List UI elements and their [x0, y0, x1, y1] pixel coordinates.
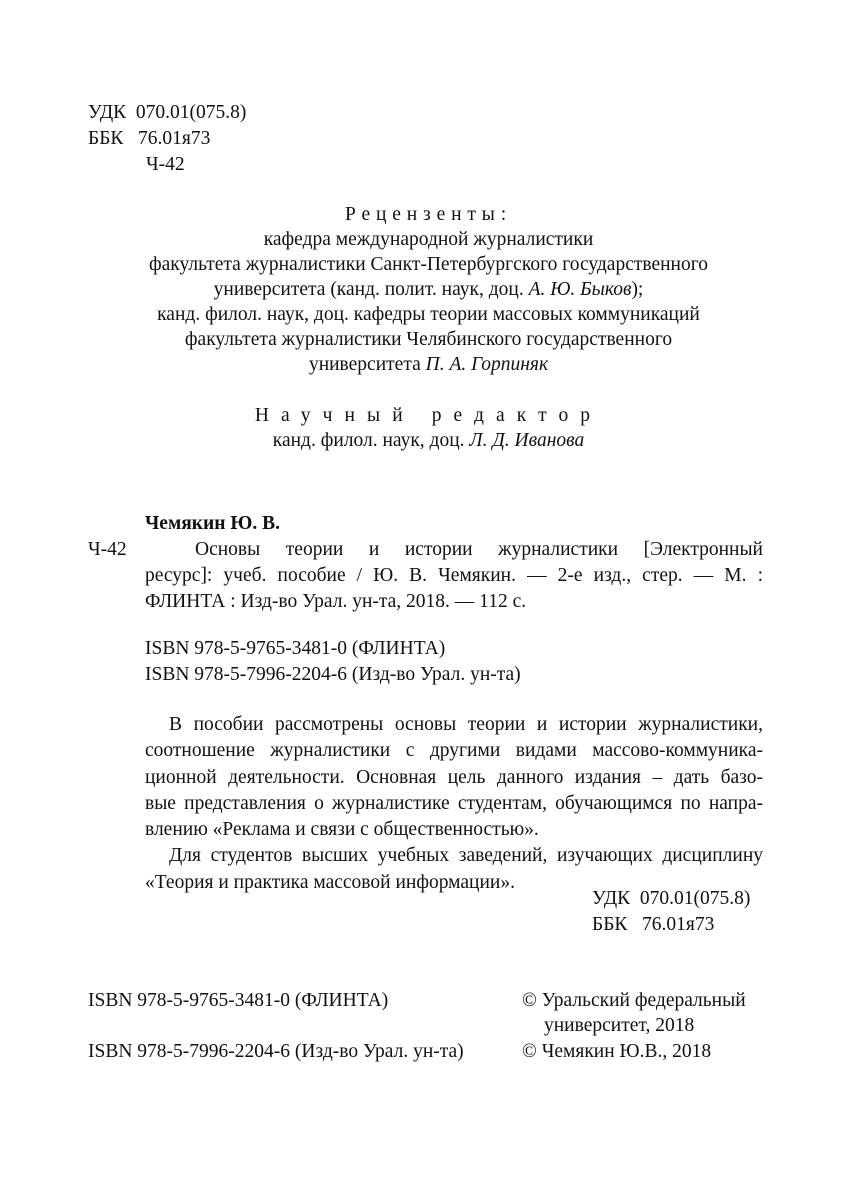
udk-label: УДК: [88, 102, 127, 123]
abstract-line: В пособии рассмотрены основы теории и истории журналистики,: [169, 714, 763, 735]
reviewers-heading: Рецензенты:: [345, 204, 512, 225]
bib-line: Основы теории и истории журналистики [Электронный: [195, 539, 763, 560]
bib-line: ресурс]: учеб. пособие / Ю. В. Чемякин. — 2-е изд., стер. — М. :: [145, 565, 763, 586]
reviewer-suffix: );: [631, 279, 644, 300]
udk-line: [88, 100, 246, 126]
reviewer-name: П. А. Горпиняк: [425, 354, 549, 375]
editor-name: Л. Д. Иванова: [469, 430, 585, 451]
abstract-line: «Теория и практика массовой информации».: [145, 871, 515, 893]
bbk-label: ББК: [88, 128, 124, 149]
reviewers-line: факультета журналистики Челябинского государственного: [184, 329, 673, 350]
author-mark: Ч-42: [146, 154, 185, 175]
bib-author: Чемякин Ю. В.: [145, 513, 280, 534]
abstract: [145, 712, 763, 896]
editor-line: [0, 429, 857, 454]
abstract-line: Для студентов высших учебных заведений, изучающих дисциплину: [169, 845, 763, 867]
isbn-line: ISBN 978-5-7996-2204-6 (Изд-во Урал. ун-та): [145, 664, 521, 685]
copyright-university-cont: университет, 2018: [544, 1015, 695, 1036]
reviewer-affiliation: университета: [308, 354, 426, 375]
abstract-line: ционной деятельности. Основная цель данного издания – дать базо-: [145, 766, 763, 788]
reviewer-name: А. Ю. Быков: [528, 279, 632, 300]
bib-line: ФЛИНТА : Изд-во Урал. ун-та, 2018. — 112 с.: [145, 591, 527, 612]
reviewers-line: канд. филол. наук, доц. кафедры теории массовых коммуникаций: [157, 304, 700, 325]
bib-mark: Ч-42: [88, 539, 127, 560]
reviewers-line: факультета журналистики Санкт-Петербургского государственного: [148, 254, 709, 275]
bbk-value: 76.01я73: [138, 128, 211, 149]
abstract-bbk: ББК 76.01я73: [592, 914, 715, 935]
isbn-line: ISBN 978-5-9765-3481-0 (ФЛИНТА): [145, 638, 446, 659]
abstract-line: соотношение журналистики с другими видами массово-коммуника-: [145, 740, 763, 762]
reviewers-line: [0, 278, 857, 303]
copyright-university: © Уральский федеральный: [522, 990, 746, 1011]
reviewers-line: кафедра международной журналистики: [263, 229, 594, 250]
bbk-line: [88, 126, 210, 152]
udk-value: 070.01(075.8): [135, 102, 247, 123]
reviewers-line: [0, 353, 857, 378]
footer-isbn: ISBN 978-5-7996-2204-6 (Изд-во Урал. ун-та): [88, 1041, 464, 1062]
copyright-author: © Чемякин Ю.В., 2018: [522, 1041, 712, 1062]
editor-degree: канд. филол. наук, доц.: [272, 430, 470, 451]
reviewer-affiliation: университета (канд. полит. наук, доц.: [213, 279, 529, 300]
abstract-udk: УДК 070.01(075.8): [592, 888, 751, 909]
abstract-line: вые представления о журналистике студентам, обучающимся по напра-: [145, 792, 763, 814]
footer-isbn: ISBN 978-5-9765-3481-0 (ФЛИНТА): [88, 990, 389, 1011]
editor-heading: Научный редактор: [254, 405, 603, 426]
abstract-line: влению «Реклама и связи с общественностью».: [145, 819, 539, 841]
